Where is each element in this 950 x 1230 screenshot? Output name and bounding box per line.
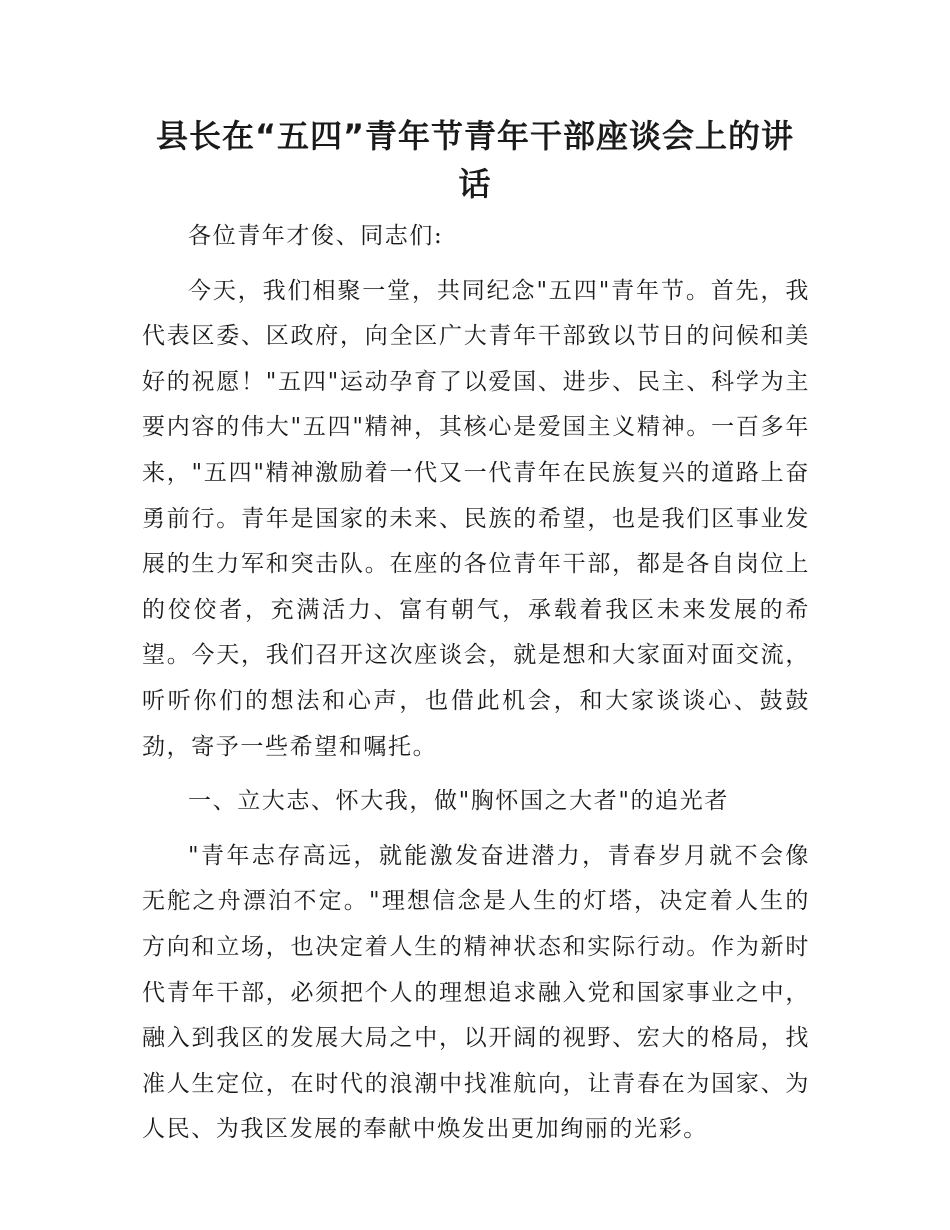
document-title: 县长在“五四”青年节青年干部座谈会上的讲话 xyxy=(155,117,795,203)
body-paragraph: "青年志存高远，就能激发奋进潜力，青春岁月就不会像无舵之舟漂泊不定。"理想信念是人生的灯塔，决定着人生的方向和立场，也决定着人生的精神状态和实际行动。作为新时代青年干部，必须把个人的理想追求融入党和国家事业之中，融入到我区的发展大局之中，以开阔的视野、宏大的格局，找准人生定位，在时代的浪潮中找准航向，让青春在为国家、为人民、为我区发展的奉献中焕发出更加绚丽的光彩。 xyxy=(142,842,810,1143)
body-paragraph: 今天，我们相聚一堂，共同纪念"五四"青年节。首先，我代表区委、区政府，向全区广大青年干部致以节日的问候和美好的祝愿！"五四"运动孕育了以爱国、进步、民主、科学为主要内容的伟大"五四"精神，其核心是爱国主义精神。一百多年来，"五四"精神激励着一代又一代青年在民族复兴的道路上奋勇前行。青年是国家的未来、民族的希望，也是我们区事业发展的生力军和突击队。在座的各位青年干部，都是各自岗位上的佼佼者，充满活力、富有朝气，承载着我区未来发展的希望。今天，我们召开这次座谈会，就是想和大家面对面交流，听听你们的想法和心声，也借此机会，和大家谈谈心、鼓鼓劲，寄予一些希望和嘱托。 xyxy=(142,277,810,760)
section-heading: 一、立大志、怀大我，做"胸怀国之大者"的追光者 xyxy=(188,788,729,815)
salutation-paragraph: 各位青年才俊、同志们: xyxy=(188,223,444,249)
document-body xyxy=(142,214,810,1162)
